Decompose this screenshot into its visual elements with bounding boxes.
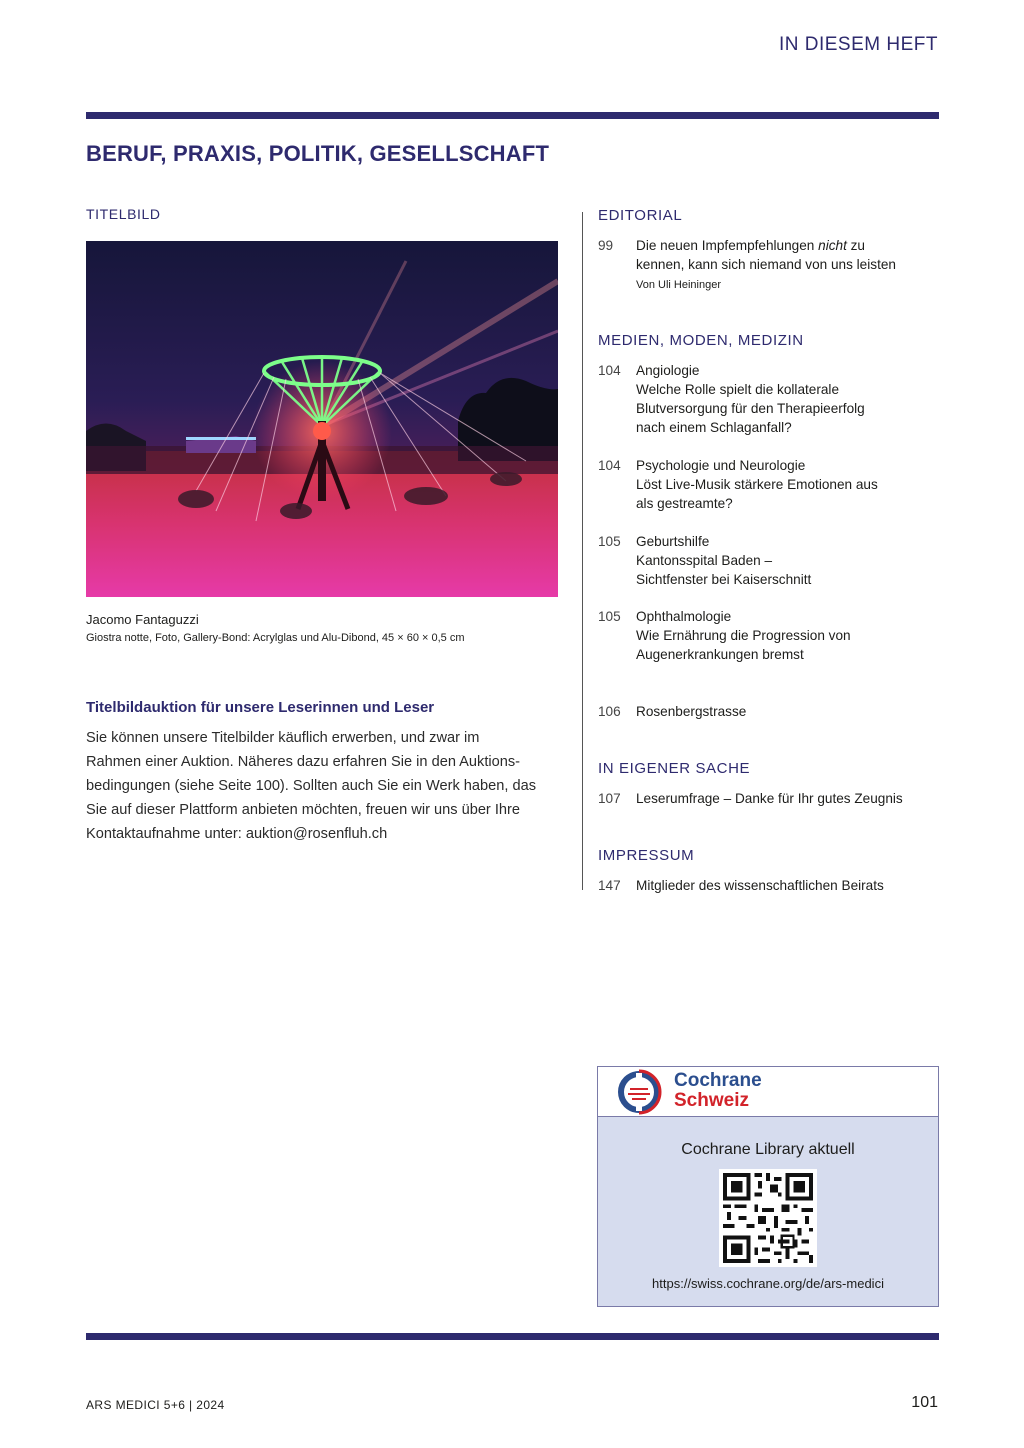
toc-title-line: kennen, kann sich niemand von uns leisten xyxy=(636,257,896,272)
cochrane-logo-icon xyxy=(616,1069,662,1115)
toc-heading-editorial: EDITORIAL xyxy=(598,207,683,224)
footer-journal: ARS MEDICI 5+6 | 2024 xyxy=(86,1398,225,1412)
toc-entry[interactable] xyxy=(598,532,928,589)
toc-title-line: Rosenbergstrasse xyxy=(636,704,747,719)
toc-heading-eigene-sache: IN EIGENER SACHE xyxy=(598,760,751,777)
toc-author: Von Uli Heininger xyxy=(636,279,721,291)
toc-title-line: Die neuen Impfempfehlungen nicht zu xyxy=(636,238,865,253)
auction-body xyxy=(86,726,561,846)
cover-image xyxy=(86,241,558,597)
toc-title-line: nach einem Schlaganfall? xyxy=(636,420,792,435)
toc-entry[interactable] xyxy=(598,456,928,513)
toc-page-number: 105 xyxy=(598,534,621,549)
toc-title-line: Angiologie xyxy=(636,363,700,378)
toc-page-number: 107 xyxy=(598,791,621,806)
titelbild-label: TITELBILD xyxy=(86,206,161,222)
artwork-description: Giostra notte, Foto, Gallery-Bond: Acrylglas und Alu-Dibond, 45 × 60 × 0,5 cm xyxy=(86,632,465,644)
toc-title-line: Ophthalmologie xyxy=(636,609,732,624)
column-divider xyxy=(582,212,583,890)
toc-page-number: 104 xyxy=(598,458,621,473)
running-header: IN DIESEM HEFT xyxy=(778,34,938,55)
section-title: BERUF, PRAXIS, POLITIK, GESELLSCHAFT xyxy=(86,141,550,166)
auction-line: Kontaktaufnahme unter: auktion@rosenfluh.ch xyxy=(86,826,388,842)
toc-page-number: 99 xyxy=(598,238,614,253)
toc-heading-medien: MEDIEN, MODEN, MEDIZIN xyxy=(598,332,804,349)
toc-title-line: Sichtfenster bei Kaiserschnitt xyxy=(636,572,812,587)
auction-line: Rahmen einer Auktion. Näheres dazu erfahren Sie in den Auktions- xyxy=(86,754,521,770)
artist-name: Jacomo Fantaguzzi xyxy=(86,612,199,627)
auction-heading: Titelbildauktion für unsere Leserinnen und Leser xyxy=(86,699,435,716)
auction-line: bedingungen (siehe Seite 100). Sollten auch Sie ein Werk haben, das xyxy=(86,778,537,794)
toc-title-line: Geburtshilfe xyxy=(636,534,710,549)
toc-heading-impressum: IMPRESSUM xyxy=(598,847,695,864)
cochrane-logo xyxy=(598,1067,938,1117)
toc-entry[interactable] xyxy=(598,876,928,895)
toc-title-line: Augenerkrankungen bremst xyxy=(636,647,804,662)
top-rule xyxy=(86,112,939,119)
toc-entry[interactable] xyxy=(598,607,928,664)
page-number: 101 xyxy=(911,1394,938,1411)
auction-line: Sie auf dieser Plattform anbieten möchten, freuen wir uns über Ihre xyxy=(86,802,520,818)
cochrane-heading: Cochrane Library aktuell xyxy=(681,1141,855,1158)
toc-title-line: Psychologie und Neurologie xyxy=(636,458,806,473)
cochrane-name: Cochrane xyxy=(674,1070,762,1091)
toc-title-line: Kantonsspital Baden – xyxy=(636,553,773,568)
toc-title-line: Wie Ernährung die Progression von xyxy=(636,628,851,643)
toc-title-line: als gestreamte? xyxy=(636,496,733,511)
toc-entry[interactable] xyxy=(598,361,928,437)
cochrane-box xyxy=(597,1066,939,1307)
toc-entry[interactable] xyxy=(598,789,928,808)
toc-page-number: 147 xyxy=(598,878,621,893)
cochrane-country: Schweiz xyxy=(674,1090,749,1111)
qr-code-icon[interactable] xyxy=(719,1169,817,1267)
toc-title-line: Löst Live-Musik stärkere Emotionen aus xyxy=(636,477,878,492)
bottom-rule xyxy=(86,1333,939,1340)
toc-page-number: 104 xyxy=(598,363,621,378)
cochrane-link[interactable]: https://swiss.cochrane.org/de/ars-medici xyxy=(652,1276,884,1291)
toc-title-line: Welche Rolle spielt die kollaterale xyxy=(636,382,840,397)
toc-title-line: Leserumfrage – Danke für Ihr gutes Zeugnis xyxy=(636,791,903,806)
toc-title-line: Blutversorgung für den Therapieerfolg xyxy=(636,401,865,416)
toc-entry[interactable] xyxy=(598,236,928,295)
toc-page-number: 106 xyxy=(598,704,621,719)
toc-entry[interactable] xyxy=(598,702,928,721)
toc-title-line: Mitglieder des wissenschaftlichen Beirats xyxy=(636,878,884,893)
toc-page-number: 105 xyxy=(598,609,621,624)
auction-line: Sie können unsere Titelbilder käuflich erwerben, und zwar im xyxy=(86,730,480,746)
